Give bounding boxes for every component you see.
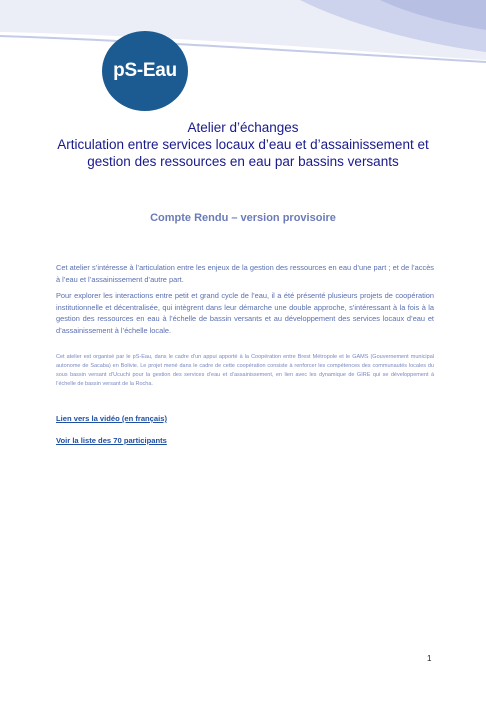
logo-text: pS-Eau — [113, 60, 177, 81]
document-subtitle: Compte Rendu – version provisoire — [150, 212, 336, 224]
title-line-1: Atelier d’échanges — [187, 120, 299, 135]
header-wave-decoration — [0, 0, 486, 120]
participants-link[interactable]: Voir la liste des 70 participants — [56, 436, 167, 445]
pseau-logo — [102, 31, 188, 111]
title-line-2: Articulation entre services locaux d’eau et d’assainissement et gestion des ressources en eau par bassins versants — [57, 137, 429, 169]
intro-paragraph-1: Cet atelier s’intéresse à l’articulation entre les enjeux de la gestion des ressources en eau d’une part ; et de l’accès à l’eau et l’assainissement d’autre part. — [56, 263, 434, 284]
organizer-note: Cet atelier est organisé par le pS-Eau, dans le cadre d’un appui apporté à la Coopération entre Brest Métropole et le GAMS (Gouvernement municipal autonome de Sacaba) en Bolivie. Le projet mené dans le cadre de cette coopération consiste à renforcer les compétences des communautés locales du sous bassin versant d’Ucuchi pour la gestion des services d’eau et d’assainissement, en lien avec les dynamique de GIRE qui se développement à l’échelle de bassin versant de la Rocha. — [56, 354, 434, 387]
page-number: 1 — [427, 654, 432, 663]
video-link[interactable]: Lien vers la vidéo (en français) — [56, 414, 167, 423]
document-title — [40, 119, 446, 170]
intro-paragraph-2: Pour explorer les interactions entre petit et grand cycle de l’eau, il a été présenté plusieurs projets de coopération institutionnelle et décentralisée, qui intègrent dans leur démarche une double approche, s’intéressant à la fois à la gestion des ressources en eau à l’échelle de bassin versants et au développement des services locaux d’eau et d’assainissement à l’échelle locale. — [56, 291, 434, 335]
